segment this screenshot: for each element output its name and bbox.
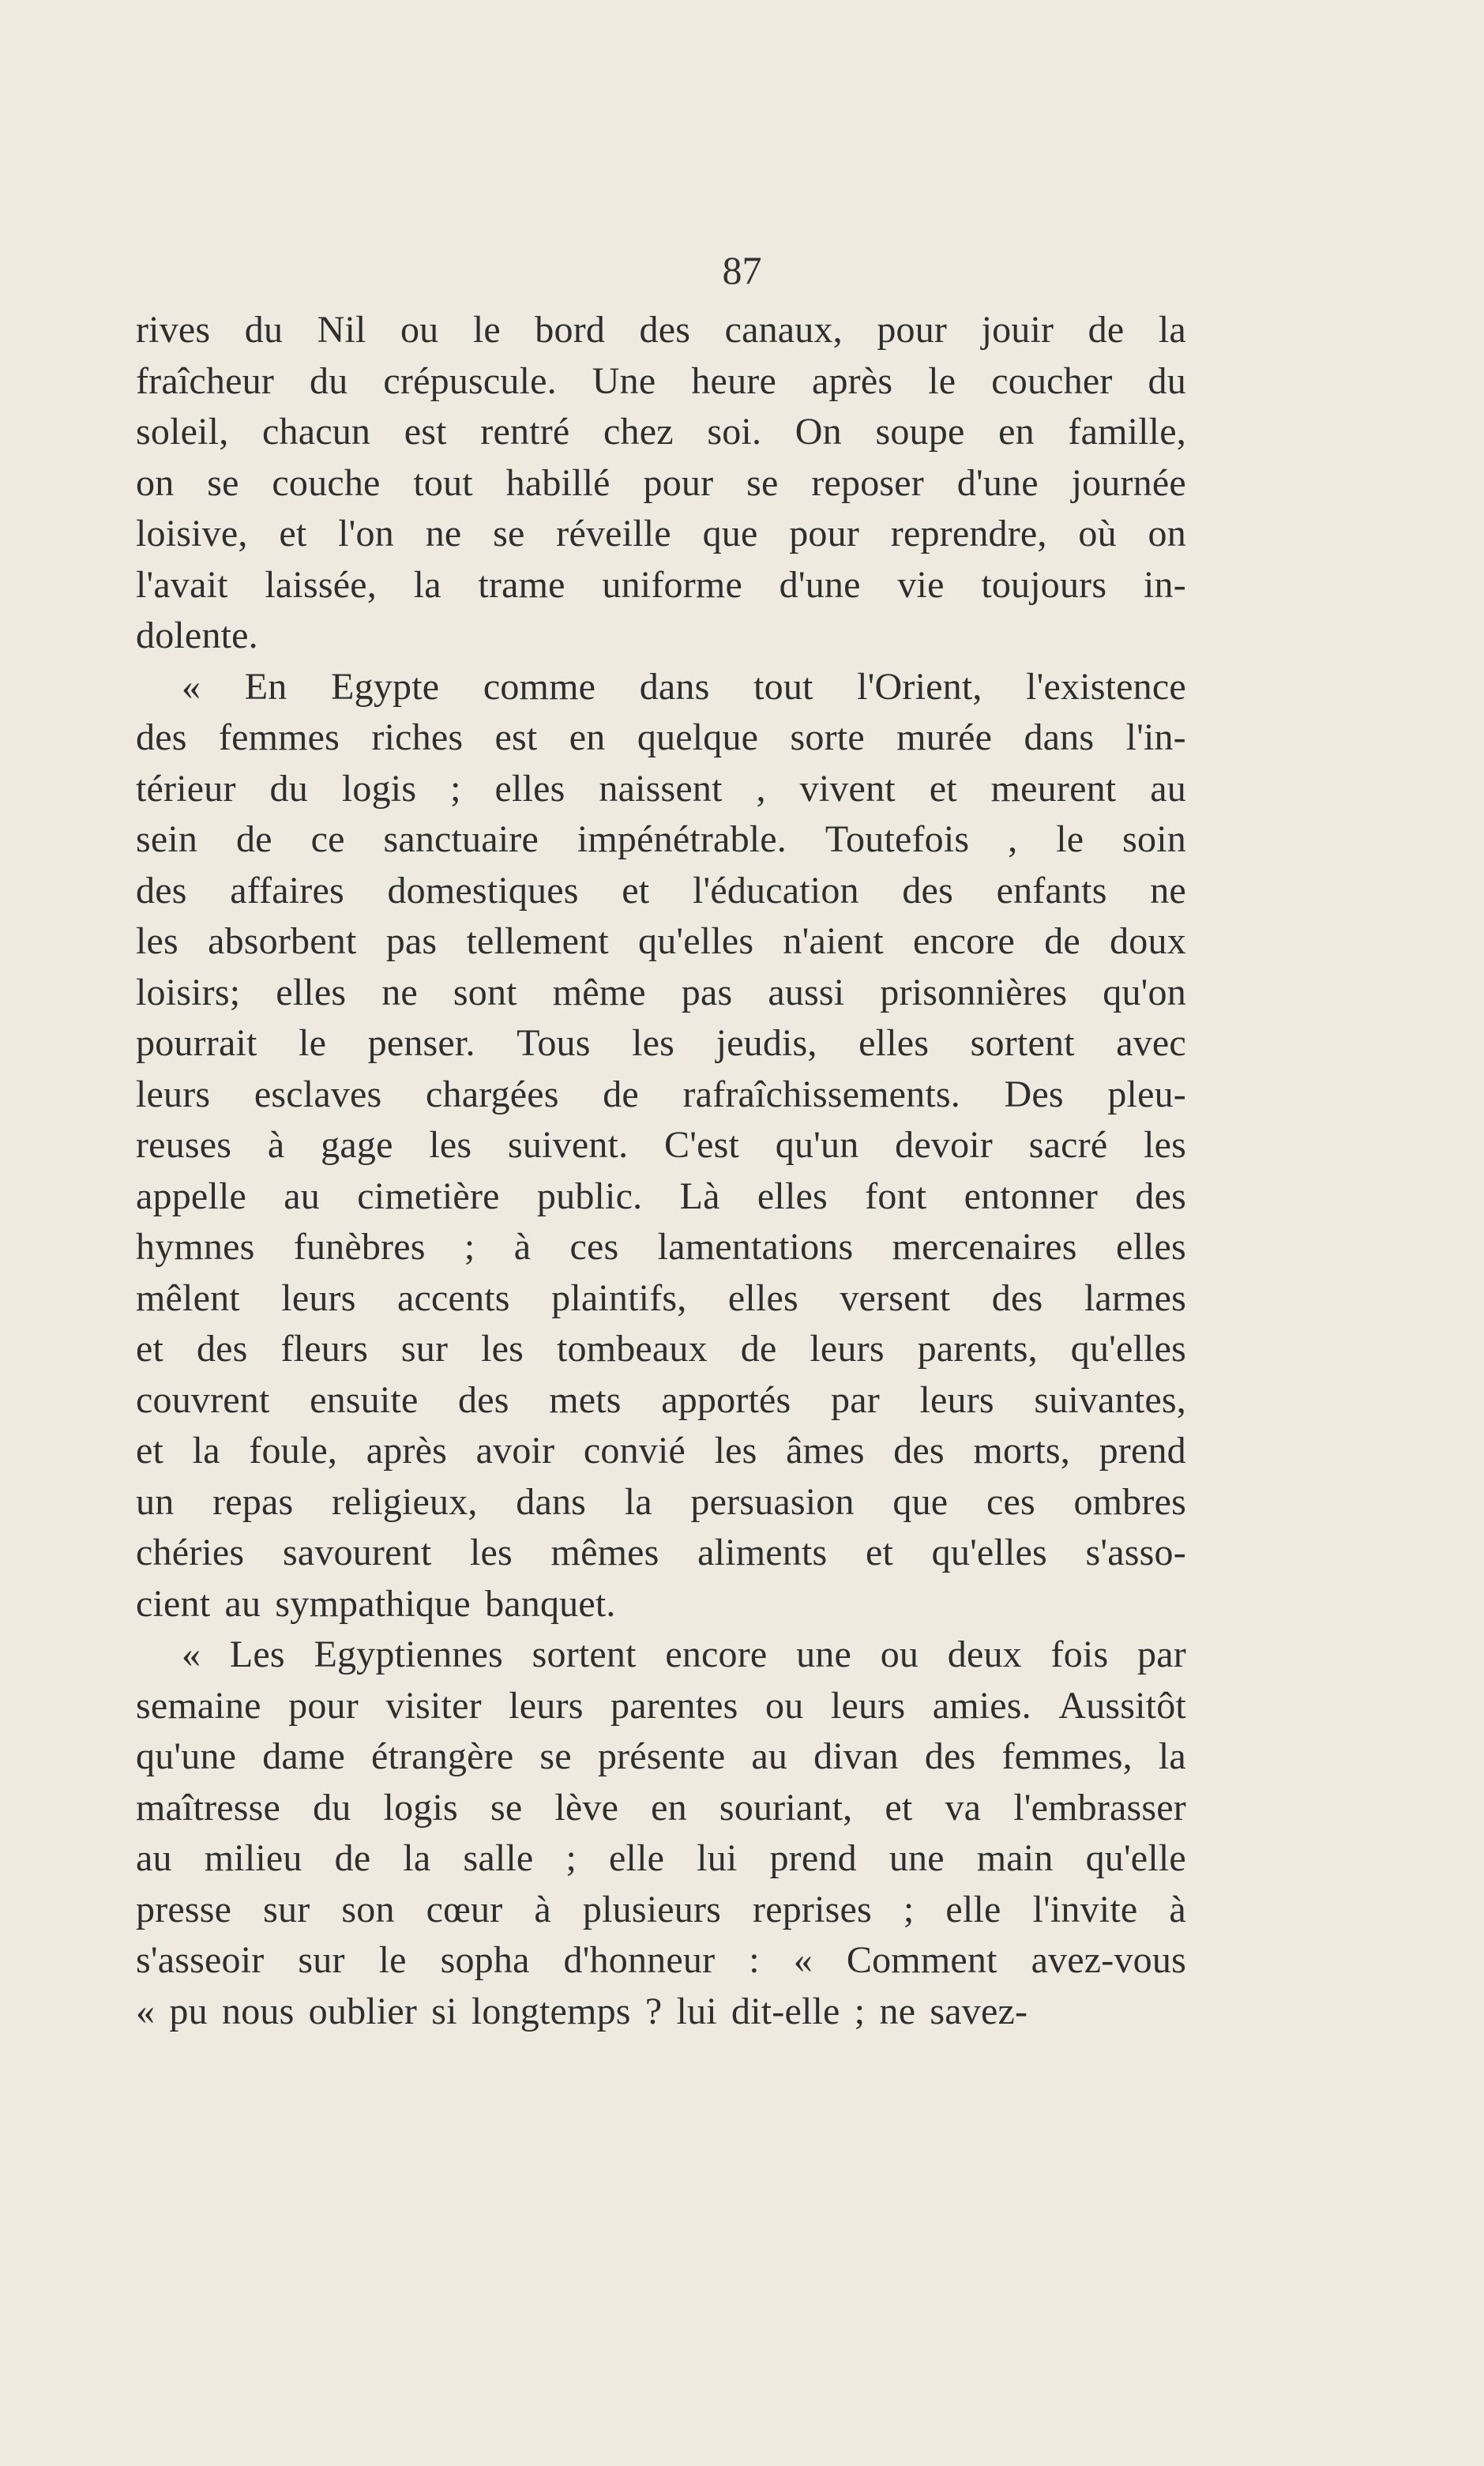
text-line: reuses à gage les suivent. C'est qu'un devoir sacré les <box>136 1124 1186 1166</box>
text-line: qu'une dame étrangère se présente au divan des femmes, la <box>136 1735 1186 1777</box>
paragraph <box>136 305 1186 662</box>
body-text <box>136 305 1186 2037</box>
text-line: térieur du logis ; elles naissent , vivent et meurent au <box>136 767 1186 810</box>
text-line: soleil, chacun est rentré chez soi. On soupe en famille, <box>136 411 1186 453</box>
text-line: et la foule, après avoir convié les âmes des morts, prend <box>136 1430 1186 1472</box>
text-line: « En Egypte comme dans tout l'Orient, l'existence <box>182 665 1186 708</box>
text-line: l'avait laissée, la trame uniforme d'une vie toujours in- <box>136 563 1186 606</box>
text-line: pourrait le penser. Tous les jeudis, elles sortent avec <box>136 1022 1186 1064</box>
text-line: s'asseoir sur le sopha d'honneur : « Comment avez-vous <box>136 1939 1186 1981</box>
text-line: presse sur son cœur à plusieurs reprises ; elle l'invite à <box>136 1888 1186 1930</box>
text-line: cient au sympathique banquet. <box>136 1582 616 1625</box>
text-line: maîtresse du logis se lève en souriant, et va l'embrasser <box>136 1786 1186 1829</box>
text-line: un repas religieux, dans la persuasion que ces ombres <box>136 1480 1186 1523</box>
text-line: fraîcheur du crépuscule. Une heure après le coucher du <box>136 359 1186 402</box>
text-line: chéries savourent les mêmes aliments et qu'elles s'asso- <box>136 1532 1186 1573</box>
paragraph <box>136 662 1186 1630</box>
text-line: loisive, et l'on ne se réveille que pour reprendre, où on <box>136 513 1186 554</box>
paragraph <box>136 1630 1186 2037</box>
text-line: hymnes funèbres ; à ces lamentations mercenaires elles <box>136 1226 1186 1268</box>
text-line: des femmes riches est en quelque sorte murée dans l'in- <box>136 716 1186 758</box>
text-line: les absorbent pas tellement qu'elles n'aient encore de doux <box>136 920 1186 962</box>
text-line: mêlent leurs accents plaintifs, elles versent des larmes <box>136 1276 1186 1319</box>
text-line: semaine pour visiter leurs parentes ou leurs amies. Aussitôt <box>136 1684 1186 1727</box>
text-line: sein de ce sanctuaire impénétrable. Toutefois , le soin <box>136 818 1186 860</box>
page-number: 87 <box>722 248 762 292</box>
text-line: dolente. <box>136 615 258 656</box>
text-line: on se couche tout habillé pour se reposer d'une journée <box>136 461 1186 504</box>
text-line: des affaires domestiques et l'éducation des enfants ne <box>136 869 1186 912</box>
text-line: « Les Egyptiennes sortent encore une ou deux fois par <box>182 1633 1186 1675</box>
text-line: couvrent ensuite des mets apportés par leurs suivantes, <box>136 1378 1186 1421</box>
text-line: et des fleurs sur les tombeaux de leurs parents, qu'elles <box>136 1328 1186 1370</box>
text-line: appelle au cimetière public. Là elles font entonner des <box>136 1175 1186 1217</box>
text-line: loisirs; elles ne sont même pas aussi prisonnières qu'on <box>136 971 1186 1013</box>
text-line: « pu nous oublier si longtemps ? lui dit-elle ; ne savez- <box>136 1990 1028 2032</box>
text-line: au milieu de la salle ; elle lui prend une main qu'elle <box>136 1837 1186 1879</box>
text-line: leurs esclaves chargées de rafraîchissements. Des pleu- <box>136 1073 1186 1115</box>
text-line: rives du Nil ou le bord des canaux, pour jouir de la <box>136 309 1186 351</box>
